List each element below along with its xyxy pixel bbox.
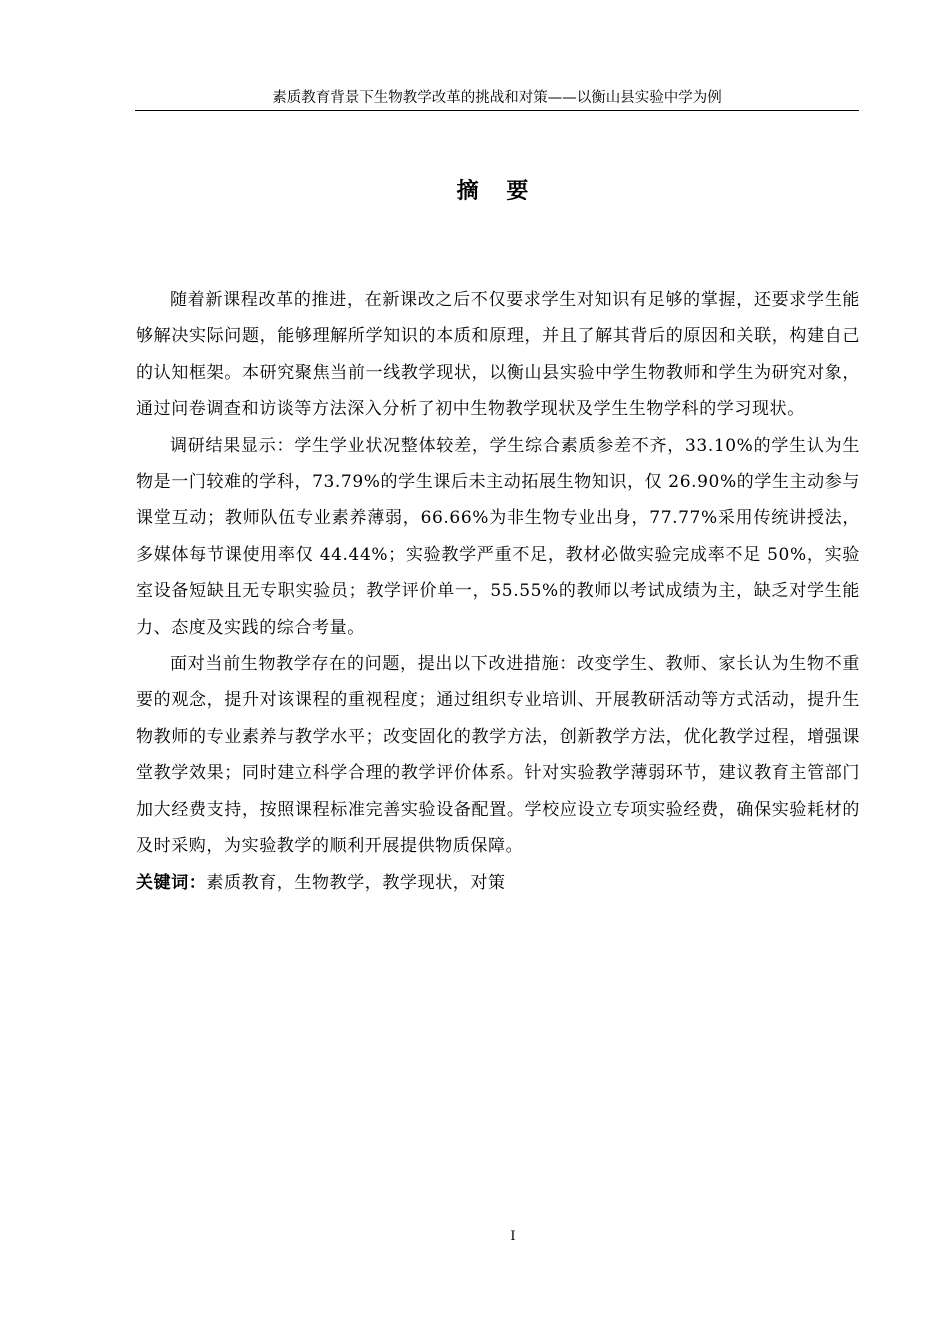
page-title: 摘 要 bbox=[456, 179, 539, 204]
page-number: I bbox=[510, 1229, 516, 1244]
abstract-paragraph-3: 面对当前生物教学存在的问题，提出以下改进措施：改变学生、教师、家长认为生物不重要的观念，提升对该课程的重视程度；通过组织专业培训、开展教研活动等方式活动，提升生物教师的专业素养与教学水平；改变固化的教学方法，创新教学方法，优化教学过程，增强课堂教学效果；同时建立科学合理的教学评价体系。针对实验教学薄弱环节，建议教育主管部门加大经费支持，按照课程标准完善实验设备配置。学校应设立专项实验经费，确保实验耗材的及时采购，为实验教学的顺利开展提供物质保障。 bbox=[136, 654, 860, 857]
abstract-paragraph-2: 调研结果显示：学生学业状况整体较差，学生综合素质参差不齐，33.10%的学生认为生物是一门较难的学科，73.79%的学生课后未主动拓展生物知识，仅 26.90%的学生主动参与课堂互动；教师队伍专业素养薄弱，66.66%为非生物专业出身，77.77%采用传统讲授法，多媒体每节课使用率仅 44.44%；实验教学严重不足，教材必做实验完成率不足 50%，实验室设备短缺且无专职实验员；教学评价单一，55.55%的教师以考试成绩为主，缺乏对学生能力、态度及实践的综合考量。 bbox=[136, 435, 860, 638]
running-header: 素质教育背景下生物教学改革的挑战和对策——以衡山县实验中学为例 bbox=[272, 90, 722, 106]
keywords-label: 关键词： bbox=[136, 872, 207, 893]
abstract-paragraph-1: 随着新课程改革的推进，在新课改之后不仅要求学生对知识有足够的掌握，还要求学生能够解决实际问题，能够理解所学知识的本质和原理，并且了解其背后的原因和关联，构建自己的认知框架。本研究聚焦当前一线教学现状，以衡山县实验中学生物教师和学生为研究对象，通过问卷调查和访谈等方法深入分析了初中生物教学现状及学生生物学科的学习现状。 bbox=[136, 290, 860, 420]
keywords-line bbox=[136, 865, 860, 901]
keywords-value: 素质教育，生物教学，教学现状，对策 bbox=[206, 872, 506, 893]
abstract-body bbox=[136, 282, 860, 901]
header-rule bbox=[135, 110, 859, 111]
